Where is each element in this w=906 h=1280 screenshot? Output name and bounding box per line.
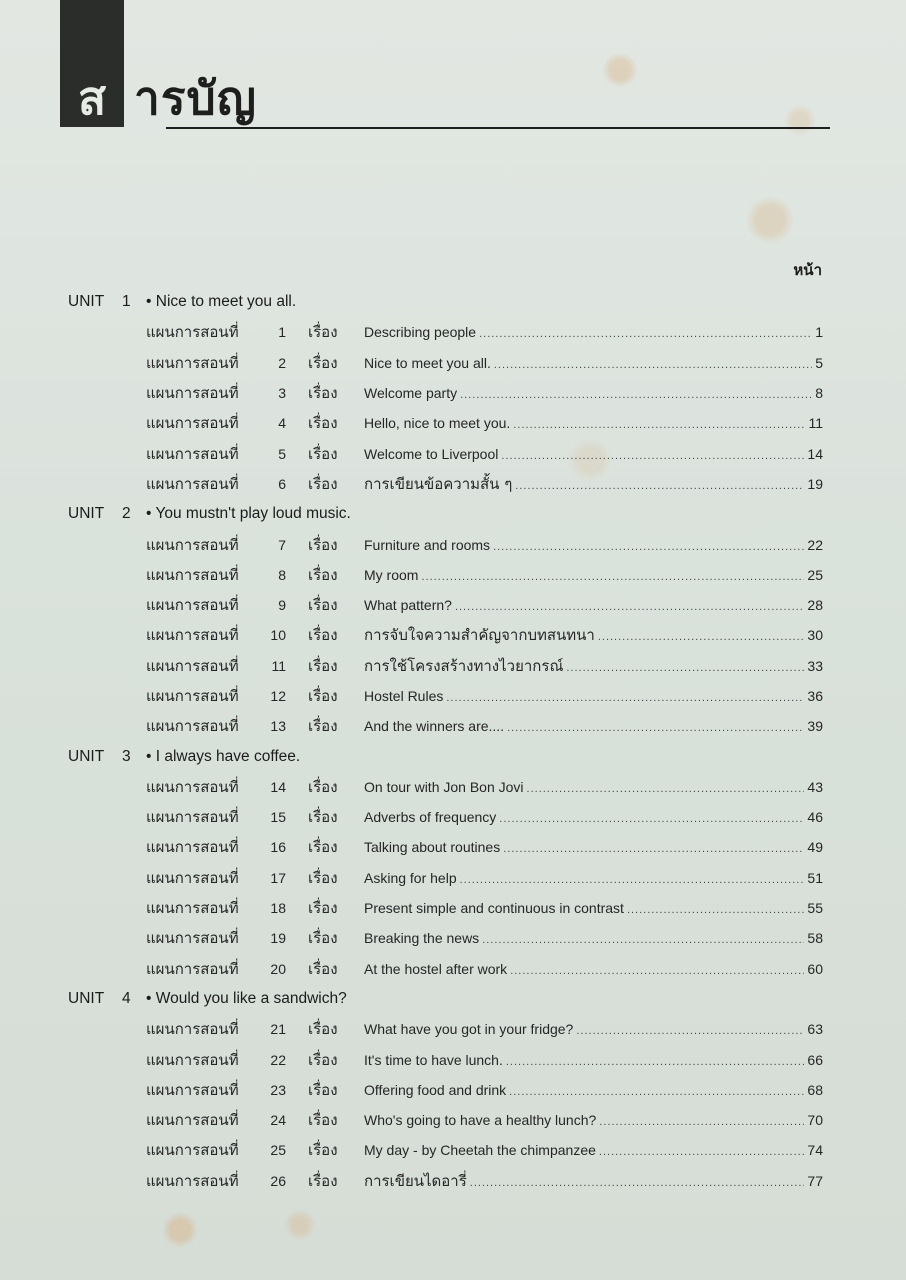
dot-leader	[599, 1116, 804, 1128]
topic-label: เรื่อง	[308, 838, 338, 857]
unit-label: UNIT	[68, 293, 105, 311]
unit-label: UNIT	[68, 747, 105, 765]
unit-title-text: Would you like a sandwich?	[155, 989, 347, 1007]
toc-entry[interactable]	[0, 832, 906, 862]
page-number: 55	[807, 900, 823, 917]
lesson-title-line	[364, 472, 823, 496]
lesson-number: 4	[278, 415, 286, 432]
lesson-number: 23	[270, 1081, 286, 1098]
dot-leader	[513, 419, 805, 431]
lesson-title-line	[364, 1142, 823, 1158]
unit-title-text: Nice to meet you all.	[155, 293, 297, 311]
dot-leader	[479, 328, 812, 340]
lesson-prefix: แผนการสอนที่	[146, 929, 239, 948]
toc-entry[interactable]	[0, 529, 906, 559]
lesson-title: Adverbs of frequency	[364, 809, 497, 826]
lesson-title-line	[364, 1082, 823, 1098]
lesson-prefix: แผนการสอนที่	[146, 808, 239, 827]
topic-label: เรื่อง	[308, 384, 338, 403]
bullet-icon: •	[146, 989, 152, 1007]
lesson-number: 15	[270, 809, 286, 826]
lesson-number: 10	[270, 627, 286, 644]
dot-leader	[482, 934, 804, 946]
lesson-title-line	[364, 385, 823, 401]
lesson-title: Breaking the news	[364, 930, 480, 947]
unit-number: 2	[122, 505, 131, 523]
dot-leader	[598, 631, 805, 643]
toc-entry[interactable]	[0, 1044, 906, 1074]
lesson-title: It's time to have lunch.	[364, 1051, 503, 1068]
lesson-title-line	[364, 718, 823, 734]
lesson-prefix: แผนการสอนที่	[146, 777, 239, 796]
toc-entry[interactable]	[0, 1075, 906, 1105]
toc-entry[interactable]	[0, 590, 906, 620]
dot-leader	[509, 1086, 804, 1098]
lesson-title: My room	[364, 566, 419, 583]
topic-label: เรื่อง	[308, 808, 338, 827]
unit-label: UNIT	[68, 989, 105, 1007]
lesson-title-line	[364, 930, 823, 946]
lesson-title: การเขียนข้อความสั้น ๆ	[364, 474, 513, 493]
lesson-title: การเขียนไดอารี่	[364, 1171, 467, 1190]
lesson-number: 24	[270, 1112, 286, 1129]
page-number: 28	[807, 597, 823, 614]
lesson-title-line	[364, 537, 823, 553]
dot-leader	[499, 813, 804, 825]
dot-leader	[566, 662, 804, 674]
toc-entry[interactable]	[0, 863, 906, 893]
dot-leader	[494, 359, 812, 371]
page-number: 36	[807, 688, 823, 704]
toc-entry[interactable]	[0, 620, 906, 650]
page-number: 66	[807, 1051, 823, 1068]
lesson-prefix: แผนการสอนที่	[146, 474, 239, 493]
page-number: 70	[807, 1112, 823, 1129]
lesson-title-line	[364, 1021, 823, 1037]
dot-leader	[515, 480, 804, 492]
lesson-title-line	[364, 623, 823, 647]
lesson-title: What have you got in your fridge?	[364, 1021, 574, 1038]
dot-leader	[501, 450, 804, 462]
lesson-title-line	[364, 900, 823, 916]
lesson-title: Present simple and continuous in contrast	[364, 900, 624, 917]
dot-leader	[460, 874, 805, 886]
page-number: 58	[807, 930, 823, 947]
unit-title-text: I always have coffee.	[155, 747, 301, 765]
lesson-number: 18	[270, 900, 286, 917]
lesson-title: Welcome to Liverpool	[364, 445, 499, 462]
unit-title-text: You mustn't play loud music.	[155, 505, 351, 523]
topic-label: เรื่อง	[308, 596, 338, 615]
lesson-title-line	[364, 870, 823, 886]
topic-label: เรื่อง	[308, 1080, 338, 1099]
toc-entry[interactable]	[0, 651, 906, 681]
topic-label: เรื่อง	[308, 656, 338, 675]
topic-label: เรื่อง	[308, 899, 338, 918]
lesson-prefix: แผนการสอนที่	[146, 414, 239, 433]
lesson-number: 14	[270, 778, 286, 795]
lesson-title: การจับใจความสำคัญจากบทสนทนา	[364, 626, 595, 645]
lesson-title: And the winners are....	[364, 718, 505, 735]
dot-leader	[460, 389, 812, 401]
page-number: 11	[808, 415, 823, 432]
page-number: 39	[807, 718, 823, 735]
lesson-title: Welcome party	[364, 385, 458, 402]
page-number: 49	[807, 839, 823, 856]
page-number: 77	[807, 1172, 823, 1189]
toc-entry[interactable]	[0, 1135, 906, 1165]
page-number: 63	[807, 1021, 823, 1038]
topic-label: เรื่อง	[308, 444, 338, 463]
toc-entry[interactable]	[0, 681, 906, 711]
lesson-title-line	[364, 961, 823, 977]
lesson-prefix: แผนการสอนที่	[146, 687, 239, 705]
title-first-letter: ส	[77, 71, 107, 125]
lesson-prefix: แผนการสอนที่	[146, 444, 239, 463]
lesson-number: 7	[278, 536, 286, 553]
table-of-contents	[0, 287, 906, 1196]
toc-entry[interactable]	[0, 711, 906, 741]
unit-title	[146, 293, 296, 311]
toc-entry[interactable]	[0, 469, 906, 499]
lesson-prefix: แผนการสอนที่	[146, 596, 239, 615]
lesson-number: 13	[270, 718, 286, 735]
topic-label: เรื่อง	[308, 1050, 338, 1069]
bullet-icon: •	[146, 747, 152, 765]
lesson-title-line	[364, 415, 823, 431]
toc-entry[interactable]	[0, 1166, 906, 1196]
dot-leader	[493, 541, 804, 553]
topic-label: เรื่อง	[308, 1141, 338, 1160]
topic-label: เรื่อง	[308, 414, 338, 433]
toc-entry[interactable]	[0, 408, 906, 438]
page-number: 74	[807, 1142, 823, 1159]
title-underline-divider	[166, 127, 830, 129]
page-column-header: หน้า	[793, 261, 822, 279]
toc-entry[interactable]	[0, 923, 906, 953]
page-number: 51	[807, 869, 823, 886]
unit-title	[146, 990, 347, 1008]
lesson-title-line	[364, 779, 823, 795]
lesson-number: 6	[278, 475, 286, 492]
page-number: 68	[807, 1081, 823, 1098]
page-number: 1	[815, 324, 823, 341]
lesson-title: Describing people	[364, 324, 477, 341]
toc-entry[interactable]	[0, 802, 906, 832]
lesson-title-line	[364, 1052, 823, 1068]
page-number: 19	[807, 475, 823, 492]
dot-leader	[627, 904, 804, 916]
lesson-prefix: แผนการสอนที่	[146, 959, 239, 978]
lesson-prefix: แผนการสอนที่	[146, 565, 239, 584]
unit-heading	[0, 741, 906, 771]
topic-label: เรื่อง	[308, 353, 338, 372]
lesson-prefix: แผนการสอนที่	[146, 1171, 239, 1190]
lesson-prefix: แผนการสอนที่	[146, 1020, 239, 1039]
dot-leader	[599, 1146, 805, 1158]
lesson-prefix: แผนการสอนที่	[146, 384, 239, 403]
toc-entry[interactable]	[0, 560, 906, 590]
lesson-number: 1	[278, 324, 286, 341]
lesson-prefix: แผนการสอนที่	[146, 656, 239, 675]
dot-leader	[421, 571, 804, 583]
topic-label: เรื่อง	[308, 777, 338, 796]
lesson-number: 19	[270, 930, 286, 947]
lesson-number: 22	[270, 1051, 286, 1068]
lesson-number: 17	[270, 869, 286, 886]
lesson-number: 5	[278, 445, 286, 462]
toc-entry[interactable]	[0, 317, 906, 347]
unit-number: 3	[122, 747, 131, 765]
lesson-number: 21	[270, 1021, 286, 1038]
page-number: 30	[807, 627, 823, 644]
page-number: 5	[815, 354, 823, 371]
lesson-prefix: แผนการสอนที่	[146, 717, 239, 736]
toc-entry[interactable]	[0, 1014, 906, 1044]
lesson-title: On tour with Jon Bon Jovi	[364, 778, 524, 795]
page-number: 8	[815, 385, 823, 402]
lesson-title: What pattern?	[364, 597, 452, 614]
lesson-prefix: แผนการสอนที่	[146, 323, 239, 342]
lesson-prefix: แผนการสอนที่	[146, 868, 239, 887]
lesson-prefix: แผนการสอนที่	[146, 838, 239, 857]
toc-entry[interactable]	[0, 1105, 906, 1135]
lesson-prefix: แผนการสอนที่	[146, 1050, 239, 1069]
lesson-title-line	[364, 567, 823, 583]
lesson-number: 16	[270, 839, 286, 856]
unit-heading	[0, 287, 906, 317]
dot-leader	[576, 1025, 804, 1037]
topic-label: เรื่อง	[308, 626, 338, 645]
lesson-number: 9	[278, 597, 286, 614]
topic-label: เรื่อง	[308, 1020, 338, 1039]
lesson-prefix: แผนการสอนที่	[146, 1141, 239, 1160]
lesson-number: 12	[270, 688, 286, 704]
lesson-title-line	[364, 1112, 823, 1128]
topic-label: เรื่อง	[308, 687, 338, 705]
toc-entry[interactable]	[0, 893, 906, 923]
lesson-prefix: แผนการสอนที่	[146, 353, 239, 372]
toc-entry[interactable]	[0, 954, 906, 984]
lesson-title-line	[364, 1169, 823, 1193]
topic-label: เรื่อง	[308, 717, 338, 736]
lesson-number: 11	[271, 657, 286, 674]
lesson-title-line	[364, 446, 823, 462]
dot-leader	[470, 1177, 805, 1189]
lesson-title: Talking about routines	[364, 839, 501, 856]
toc-entry[interactable]	[0, 772, 906, 802]
page-number: 33	[807, 657, 823, 674]
page-number: 25	[807, 566, 823, 583]
lesson-title: Furniture and rooms	[364, 536, 491, 553]
lesson-title-line	[364, 355, 823, 371]
lesson-title: At the hostel after work	[364, 960, 508, 977]
page-number: 43	[807, 778, 823, 795]
topic-label: เรื่อง	[308, 868, 338, 887]
topic-label: เรื่อง	[308, 535, 338, 554]
lesson-title: My day - by Cheetah the chimpanzee	[364, 1142, 596, 1159]
toc-entry[interactable]	[0, 348, 906, 378]
lesson-prefix: แผนการสอนที่	[146, 1080, 239, 1099]
lesson-number: 2	[278, 354, 286, 371]
lesson-number: 8	[278, 566, 286, 583]
topic-label: เรื่อง	[308, 1111, 338, 1130]
unit-title	[146, 748, 300, 766]
lesson-prefix: แผนการสอนที่	[146, 535, 239, 554]
lesson-title-line	[364, 324, 823, 340]
lesson-title-line	[364, 654, 823, 678]
page-title: ารบัญ	[134, 71, 257, 125]
lesson-prefix: แผนการสอนที่	[146, 899, 239, 918]
lesson-number: 20	[270, 960, 286, 977]
lesson-prefix: แผนการสอนที่	[146, 626, 239, 645]
dot-leader	[507, 722, 804, 734]
unit-heading	[0, 984, 906, 1014]
lesson-title: Asking for help	[364, 869, 457, 886]
bullet-icon: •	[146, 505, 152, 523]
unit-label: UNIT	[68, 505, 105, 523]
lesson-number: 26	[270, 1172, 286, 1189]
dot-leader	[506, 1056, 805, 1068]
lesson-title: Who's going to have a healthy lunch?	[364, 1112, 597, 1129]
topic-label: เรื่อง	[308, 323, 338, 342]
lesson-title: Hello, nice to meet you.	[364, 415, 511, 432]
page-number: 22	[807, 536, 823, 553]
topic-label: เรื่อง	[308, 1171, 338, 1190]
dot-leader	[527, 783, 805, 795]
unit-number: 1	[122, 293, 131, 311]
unit-number: 4	[122, 989, 131, 1007]
topic-label: เรื่อง	[308, 929, 338, 948]
topic-label: เรื่อง	[308, 959, 338, 978]
lesson-title-line	[364, 809, 823, 825]
lesson-prefix: แผนการสอนที่	[146, 1111, 239, 1130]
dot-leader	[503, 843, 804, 855]
bullet-icon: •	[146, 293, 152, 311]
lesson-title: Nice to meet you all.	[364, 354, 491, 371]
page-number: 60	[807, 960, 823, 977]
page-number: 46	[807, 809, 823, 826]
lesson-title: Hostel Rules	[364, 688, 444, 704]
unit-title	[146, 505, 351, 523]
lesson-number: 3	[278, 385, 286, 402]
toc-entry[interactable]	[0, 438, 906, 468]
page-number: 14	[807, 445, 823, 462]
dot-leader	[455, 601, 804, 613]
lesson-title-line	[364, 839, 823, 855]
dot-leader	[446, 692, 804, 704]
dot-leader	[510, 965, 804, 977]
topic-label: เรื่อง	[308, 565, 338, 584]
lesson-number: 25	[270, 1142, 286, 1159]
toc-entry[interactable]	[0, 378, 906, 408]
lesson-title: การใช้โครงสร้างทางไวยากรณ์	[364, 656, 564, 675]
lesson-title-line	[364, 597, 823, 613]
topic-label: เรื่อง	[308, 474, 338, 493]
lesson-title-line	[364, 688, 823, 704]
unit-heading	[0, 499, 906, 529]
lesson-title: Offering food and drink	[364, 1081, 507, 1098]
